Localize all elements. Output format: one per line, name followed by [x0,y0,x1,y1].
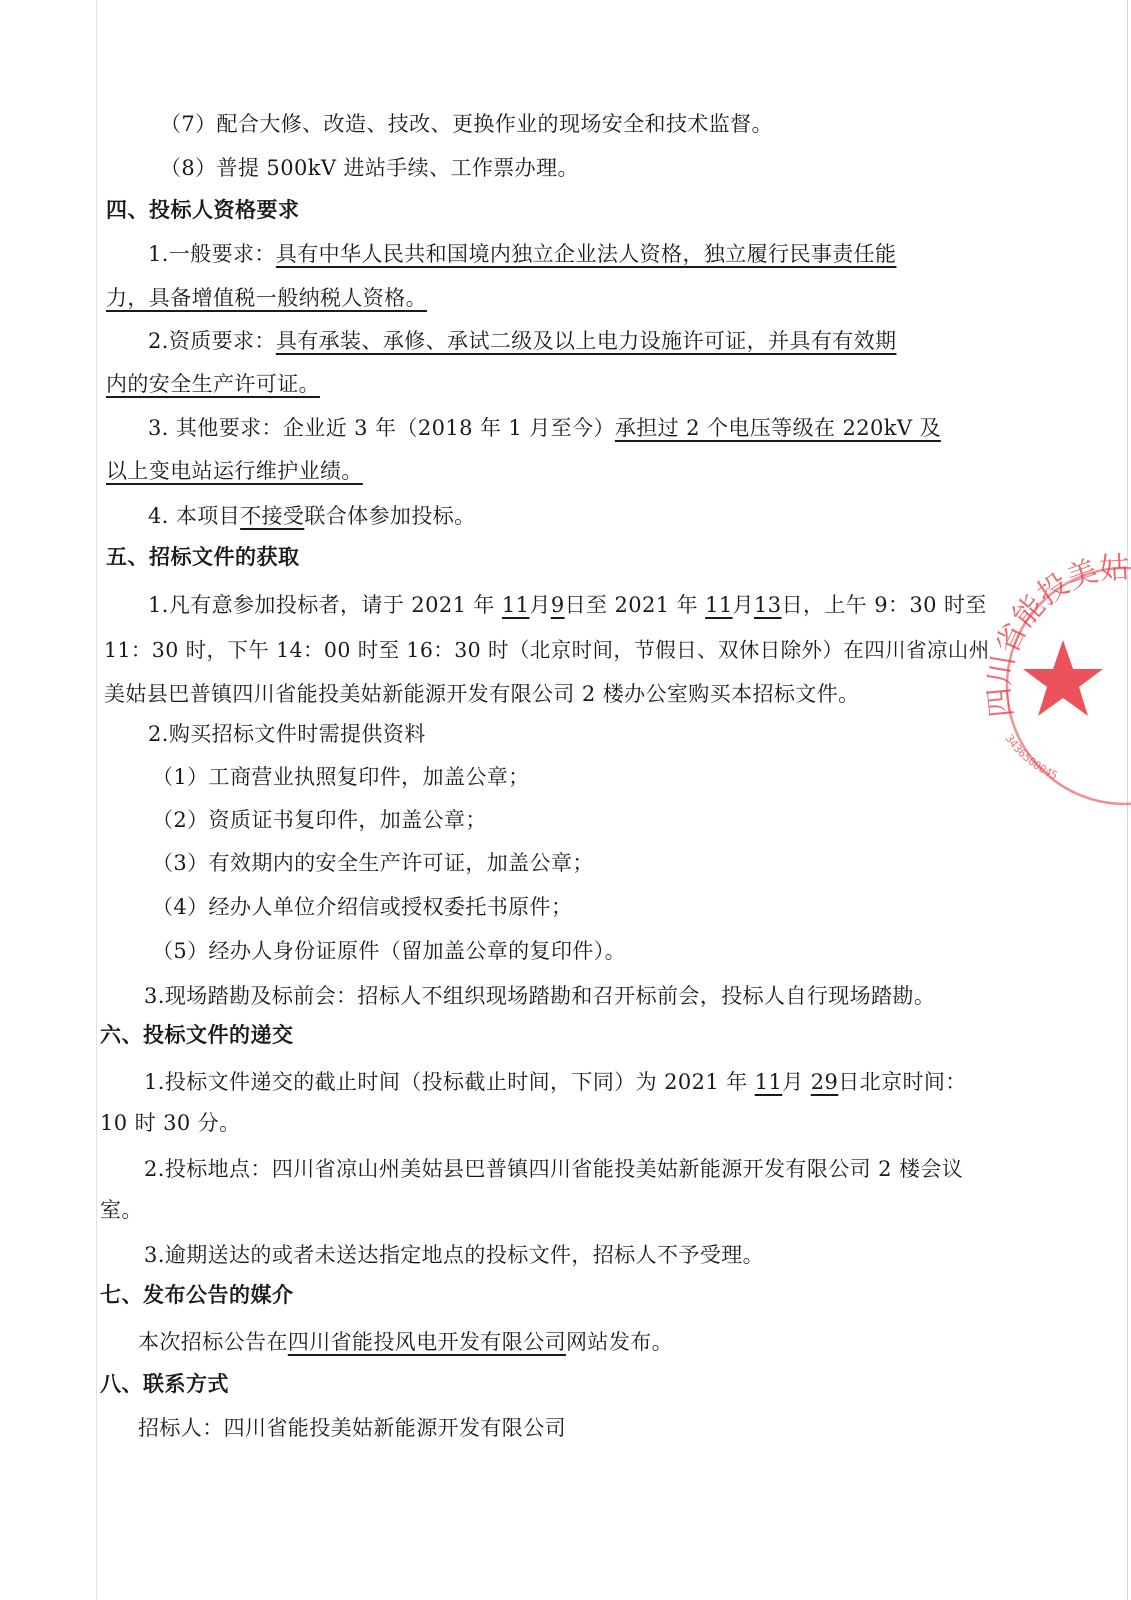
section-heading-6: 六、投标文件的递交 [100,1023,294,1047]
media-post: 网站发布。 [566,1330,674,1354]
material-item-1: （1）工商营业执照复印件，加盖公章； [152,765,530,789]
qualification-3-text-cont: 以上变电站运行维护业绩。 [106,459,363,483]
submit-1-text: 1.投标文件递交的截止时间（投标截止时间，下同）为 2021 年 [144,1070,748,1094]
submit-1-month-label: 月 [782,1070,804,1094]
submit-item-3: 3.逾期送达的或者未送达指定地点的投标文件，招标人不予受理。 [144,1243,765,1267]
company-seal [980,539,1131,806]
obtain-item-1-line-3: 美姑县巴普镇四川省能投美姑新能源开发有限公司 2 楼办公室购买本招标文件。 [104,682,860,706]
qualification-1-label: 1.一般要求： [148,242,276,266]
section-heading-5: 五、招标文件的获取 [106,545,300,569]
media-pre: 本次招标公告在 [138,1330,288,1354]
submit-item-2-line-2: 室。 [100,1198,143,1222]
obtain-1-day-end: 13 [754,593,782,617]
submit-item-2: 2.投标地点：四川省凉山州美姑县巴普镇四川省能投美姑新能源开发有限公司 2 楼会议 [144,1157,964,1181]
submit-1-suffix: 日北京时间： [838,1070,967,1094]
qualification-3 [148,414,941,442]
submit-1-month: 11 [754,1070,783,1094]
obtain-item-3: 3.现场踏勘及标前会：招标人不组织现场踏勘和召开标前会，投标人自行现场踏勘。 [144,984,936,1008]
obtain-1-month-label: 月 [529,593,551,617]
duty-item-7: （7）配合大修、改造、技改、更换作业的现场安全和技术监督。 [160,112,773,136]
qualification-1-cont [106,284,427,312]
qualification-3-cont [106,457,363,485]
qualification-2-text-cont: 内的安全生产许可证。 [106,372,320,396]
qualification-2-cont [106,370,320,398]
material-item-5: （5）经办人身份证原件（留加盖公章的复印件）。 [152,939,627,963]
seal-star-icon [1023,640,1103,716]
qualification-2-text: 具有承装、承修、承试二级及以上电力设施许可证，并具有有效期 [275,329,897,353]
media-company: 四川省能投风电开发有限公司 [287,1330,567,1354]
qualification-1-text-cont: 力，具备增值税一般纳税人资格。 [106,286,427,310]
obtain-item-1-line-2: 11：30 时，下午 14：00 时至 16：30 时（北京时间，节假日、双休日除外）在四川省凉山州 [104,638,990,662]
scan-edge-left [96,0,97,1600]
obtain-item-2: 2.购买招标文件时需提供资料 [148,722,426,746]
duty-item-8: （8）普提 500kV 进站手续、工作票办理。 [160,156,579,180]
media-line [138,1328,673,1356]
obtain-1-text: 1.凡有意参加投标者，请于 2021 年 [148,593,495,617]
obtain-1-month-end: 11 [705,593,733,617]
material-item-2: （2）资质证书复印件，加盖公章； [152,808,487,832]
qualification-4-pre: 4. 本项目 [148,504,241,528]
qualification-1-text: 具有中华人民共和国境内独立企业法人资格，独立履行民事责任能 [275,242,897,266]
material-item-3: （3）有效期内的安全生产许可证，加盖公章； [152,851,594,875]
submit-item-1-line-2: 10 时 30 分。 [100,1111,241,1135]
qualification-4-post: 联合体参加投标。 [304,504,476,528]
obtain-item-1 [148,591,987,619]
obtain-1-day-start: 9 [550,593,565,617]
obtain-1-to: 日至 2021 年 [564,593,699,617]
obtain-1-month-label-2: 月 [732,593,755,617]
submit-1-day: 29 [810,1070,839,1094]
qualification-1 [148,240,896,268]
material-item-4: （4）经办人单位介绍信或授权委托书原件； [152,895,573,919]
qualification-4-keyword: 不接受 [240,504,305,528]
qualification-4 [148,502,476,530]
section-heading-4: 四、投标人资格要求 [106,198,300,222]
qualification-3-label: 3. 其他要求：企业近 3 年（2018 年 1 月至今） [148,416,615,440]
qualification-3-text: 承担过 2 个电压等级在 220kV 及 [614,416,941,440]
qualification-2 [148,327,896,355]
section-heading-7: 七、发布公告的媒介 [100,1283,294,1307]
qualification-2-label: 2.资质要求： [148,329,276,353]
section-heading-8: 八、联系方式 [100,1372,229,1396]
submit-item-1 [144,1068,967,1096]
seal-number-text: 3436500045 [1002,732,1060,783]
contact-tenderer: 招标人：四川省能投美姑新能源开发有限公司 [138,1416,566,1440]
obtain-1-time: 日，上午 9：30 时至 [781,593,987,617]
obtain-1-month-start: 11 [501,593,530,617]
seal-name-text: 四川省能投美姑新 [980,539,1131,719]
